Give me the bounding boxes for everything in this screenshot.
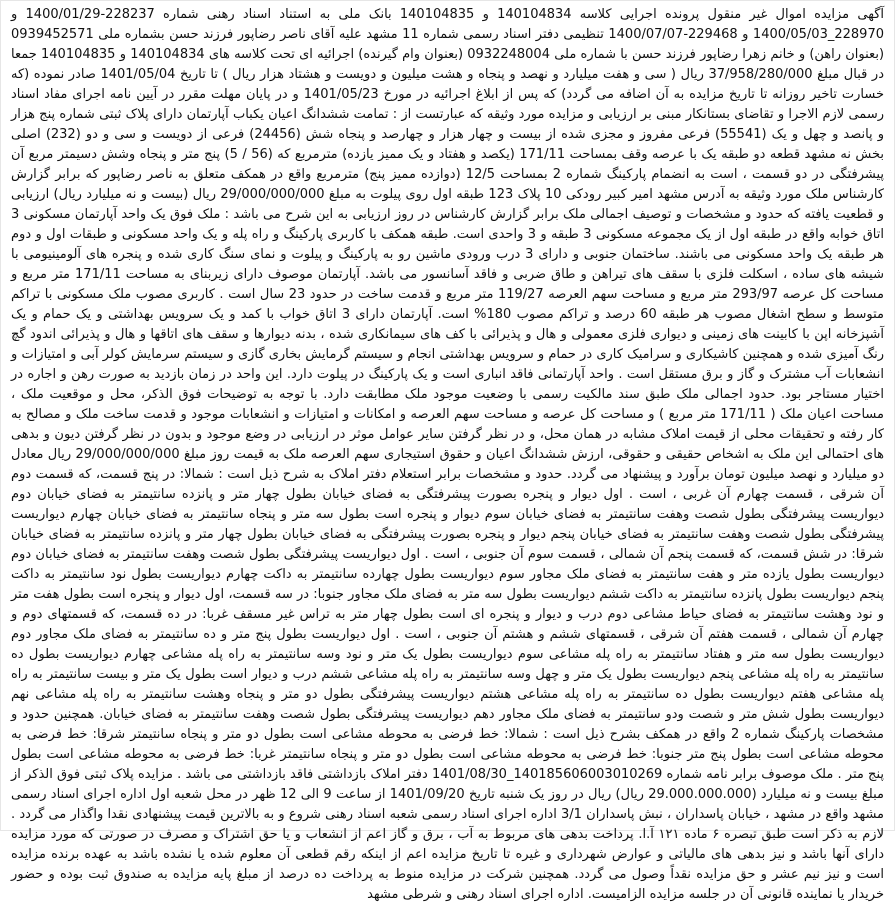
auction-notice-text [11, 5, 884, 905]
notice-body-paragraph: آگهی مزایده اموال غیر منقول پرونده اجرایی کلاسه 140104834 و 140104835 بانک ملی به استناد اسناد رهنی شماره 228237-1400/01/29 و 228970_1400/05/03 و 229468-1400/07/07 تنظیمی دفتر اسناد رسمی شماره 11 مشهد علیه آقای ناصر رضاپور فرزند حسن بشماره ملی 0939452571 (بعنوان راهن) و خانم زهرا رضاپور فرزند حسن با شماره ملی 0932248004 (بعنوان وام گیرنده) اجرائیه ای تحت کلاسه های 140104834 و 140104835 جمعا در قبال مبلغ 37/958/280/000 ریال ( سی و هفت میلیارد و نهصد و پنجاه و هشت میلیون و دویست و هشتاد هزار ریال ) تا تاریخ 1401/05/04 صادر نموده (که خسارت تاخیر روزانه تا تاریخ مزایده به آن اضافه می گردد) که پس از ابلاغ اجرائیه در مورخ 1401/05/23 و در پایان مهلت مقرر در آیین نامه اجرای مفاد اسناد رسمی لازم الاجرا و تقاضای بستانکار مبنی بر ارزیابی و مزایده مورد وثیقه که عبارتست از : تمامت ششدانگ اعیان یکباب آپارتمان دارای پلاک ثبتی شماره پنج هزار و پانصد و چهل و یک (55541) فرعی مفروز و مجزی شده از بیست و چهار هزار و چهارصد و پنجاه شش (24456) فرعی از دویست و سی و دو (232) اصلی بخش نه مشهد قطعه دو طبقه یک با عرصه وقف بمساحت 171/11 (یکصد و هفتاد و یک ممیز یازده) مترمربع که (56 / 5) پنج متر و پنجاه وشش دسیمتر مربع آن پیشرفتگی در دو قسمت ، است به انضمام پارکینگ شماره 2 بمساحت 12/5 (دوازده ممیز پنج) مترمربع واقع در همکف متعلق به ناصر رضاپور که برابر گزارش کارشناس ملک مورد وثیقه به آدرس مشهد امیر کبیر رودکی 10 پلاک 123 طبقه اول روی پیلوت به مبلغ 29/000/000/000 ریال (بیست و نه میلیارد ریال) ارزیابی و قطعیت یافته که حدود و مشخصات و توصیف اجمالی ملک برابر گزارش کارشناس در روز ارزیابی به این شرح می باشد : ملک فوق یک واحد آپارتمان مسکونی 3 اتاق خوابه واقع در طبقه اول از یک مجموعه مسکونی 3 طبقه و 3 واحدی است. طبقه همکف با کاربری پارکینگ و راه پله و یک واحد مسکونی و طبقات اول و دوم هر طبقه یک واحد مسکونی می باشند. ساختمان جنوبی و دارای 3 درب ورودی ماشین رو به پارکینگ و پیلوت و نمای سنگ کاری شده و پنجره های آلومینیومی با شیشه های ساده ، اسکلت فلزی با سقف های تیراهن و طاق ضربی و فاقد آسانسور می باشد. آپارتمان موصوف دارای زیربنای به مساحت 171/11 متر مربع و مساحت کل عرصه 293/97 متر مربع و مساحت سهم العرصه 119/27 متر مربع و قدمت ساخت در حدود 23 سال است . کاربری مصوب ملک مسکونی با تراکم متوسط و سطح اشغال مصوب هر طبقه 60 درصد و تراکم مصوب 180% است. آپارتمان دارای 3 اتاق خواب با کمد و یک سرویس بهداشتی و یک حمام و یک آشپزخانه اپن با کابینت های زمینی و دیواری فلزی معمولی و هال و پذیرائی با کف های سیمانکاری شده ، بدنه دیوارها و سقف های اتاقها و هال و پذیرائی اندود گچ رنگ آمیزی شده و همچنین کاشیکاری و سرامیک کاری در حمام و سرویس بهداشتی انجام و سیستم گرمایش بخاری گازی و سیستم سرمایش کولر آبی و امتیازات و انشعابات آب مشترک و گاز و برق مستقل است . واحد آپارتمانی فاقد انباری است و یک پارکینگ در پیلوت دارد. این واحد در زمان بازدید به صورت رهن و اجاره در اختیار مستاجر بود. حدود اجمالی ملک طبق سند مالکیت رسمی با وضعیت موجود ملک مطابقت دارد. با توجه به توضیحات فوق الذکر، محل و موقعیت ملک ، مساحت اعیان ملک ( 171/11 متر مربع ) و مساحت کل عرصه و مساحت سهم العرصه و امکانات و امتیازات و انشعابات موجود و قدمت ساخت ملک و مصالح به کار رفته و تحقیقات محلی از قیمت املاک مشابه در همان محل، و در نظر گرفتن سایر عوامل موثر در ارزیابی در وضع موجود و بدون در نظر گرفتن دیون و بدهی های احتمالی این ملک به اشخاص حقیقی و حقوقی، ارزش ششدانگ اعیان و حقوق استیجاری سهم العرصه ملک به قیمت روز مبلغ 29/000/000/000 ریال معادل دو میلیارد و نهصد میلیون تومان برآورد و پیشنهاد می گردد. حدود و مشخصات برابر استعلام دفتر املاک به شرح ذیل است : شمالا: در پنج قسمت، که قسمت دوم آن شرقی ، قسمت چهارم آن غربی ، است . اول دیوار و پنجره بصورت پیشرفتگی به فضای خیابان بطول چهار متر و پانزده سانتیمتر به فضای خیابان دوم دیواریست پیشرفتگی بطول شصت وهفت سانتیمتر به فضای خیابان سوم دیوار و پنجره است بطول سه متر و پنجاه سانتیمتر به فضای خیابان چهارم دیواریست پیشرفتگی بطول شصت وهفت سانتیمتر به فضای خیابان پنجم دیوار و پنجره بصورت پیشرفتگی به فضای خیابان بطول چهار متر و پانزده سانتیمتر به فضای خیابان شرقا: در شش قسمت، که قسمت پنجم آن شمالی ، قسمت سوم آن جنوبی ، است . اول دیواریست پیشرفتگی بطول شصت وهفت سانتیمتر به فضای خیابان دوم دیواریست بطول یازده متر و هفت سانتیمتر به فضای ملک مجاور سوم دیواریست بطول چهارده سانتیمتر به داکت چهارم دیواریست بطول نود سانتیمتر به داکت پنجم دیواریست بطول پانزده سانتیمتر به داکت ششم دیواریست بطول سه متر به فضای ملک مجاور جنوبا: در سه قسمت، اول دیوار و پنجره است بطول هفت متر و نود وهشت سانتیمتر به فضای حیاط مشاعی دوم درب و دیوار و پنجره ای است بطول چهار متر به تراس غیر مسقف غربا: در ده قسمت، که قسمتهای دوم و چهارم آن شمالی ، قسمت هفتم آن شرقی ، قسمتهای ششم و هشتم آن جنوبی ، است . اول دیواریست بطول پنج متر و ده سانتیمتر به فضای ملک مجاور دوم دیواریست بطول سه متر و هفتاد سانتیمتر به راه پله مشاعی سوم دیواریست بطول یک متر و نود وسه سانتیمتر به راه پله مشاعی چهارم دیواریست بطول ده سانتیمتر به راه پله مشاعی پنجم دیواریست بطول یک متر و چهل وسه سانتیمتر به راه پله مشاعی ششم درب و دیوار است بطول یک متر و بیست سانتیمتر به راه پله مشاعی هفتم دیواریست بطول ده سانتیمتر به راه پله مشاعی هشتم دیواریست پیشرفتگی بطول دو متر و پنجاه وهشت سانتیمتر به راه پله مشاعی نهم دیواریست بطول شش متر و شصت ودو سانتیمتر به فضای ملک مجاور دهم دیواریست پیشرفتگی بطول شصت وهفت سانتیمتر به فضای خیابان. همچنین حدود و مشخصات پارکینگ شماره 2 واقع در همکف بشرح ذیل است : شمالا: خط فرضی به محوطه مشاعی است بطول دو متر و پنجاه سانتیمتر شرقا: خط فرضی به محوطه مشاعی است بطول پنج متر جنوبا: خط فرضی به محوطه مشاعی است بطول دو متر و پنجاه سانتیمتر غربا: خط فرضی به محوطه مشاعی است بطول پنج متر . ملک موصوف برابر نامه شماره 140185606003010269_1401/08/30 دفتر املاک بازداشتی فاقد بازداشتی می باشد . مزایده پلاک ثبتی فوق الذکر از مبلغ بیست و نه میلیارد (29.000.000.000 ریال) ریال در روز یک شنبه تاریخ 1401/09/20 از ساعت 9 الی 12 ظهر در محل شعبه اول اداره اجرای اسناد رسمی مشهد واقع در مشهد ، خیابان پاسداران ، نبش پاسداران 3/1 اداره اجرای اسناد رسمی شعبه اسناد رهنی شروع و به بالاترین قیمت پیشنهادی نقدا واگذار می گردد . لازم به ذکر است طبق تبصره ۶ ماده ۱۲۱ آ.ا. پرداخت بدهی های مربوط به آب ، برق و گاز اعم از انشعاب و یا حق اشتراک و مصرف در صورتی که مورد مزایده دارای آنها باشد و نیز بدهی های مالیاتی و عوارض شهرداری و غیره تا تاریخ مزایده اعم از اینکه رقم قطعی آن معلوم شده یا نشده باشد به عهده برنده مزایده است و نیز نیم عشر و حق مزایده نقداً وصول می گردد. همچنین شرکت در مزایده منوط به پرداخت ده درصد از مبلغ پایه مزایده به صندوق ثبت بوده و حضور خریدار یا نماینده قانونی آن در جلسه مزایده الزامیست. اداره اجرای اسناد رهنی و شرطی مشهد [11, 7, 885, 902]
